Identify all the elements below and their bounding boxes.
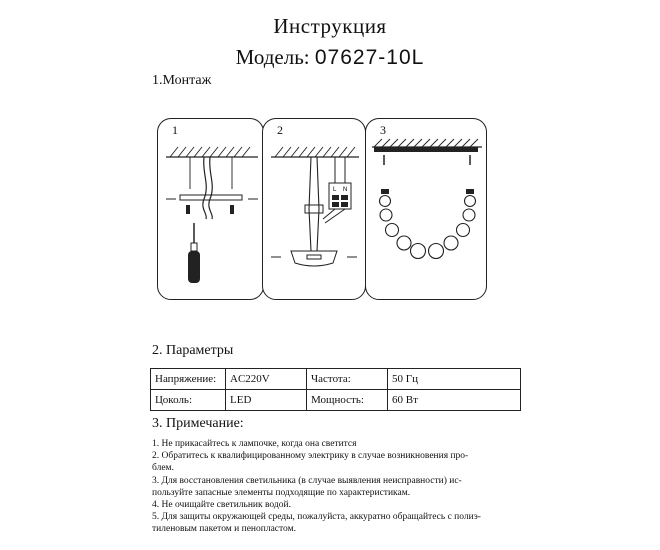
panel-step-3 [365, 118, 487, 300]
section-mount-heading: 1.Монтаж [152, 73, 212, 88]
wire-l-label: L [333, 187, 337, 193]
note-line: 5. Для защиты окружающей среды, пожалуйста, аккуратно обращайтесь с полиэ- [152, 512, 481, 523]
model-code: 07627-10L [314, 46, 425, 69]
param-value-frequency: 50 Гц [388, 369, 521, 390]
model-label: Модель: [235, 45, 310, 69]
wire-n-label: N [343, 187, 348, 193]
note-line: тиленовым пакетом и пенопластом. [152, 524, 296, 535]
section-notes-heading: 3. Примечание: [152, 416, 244, 431]
panel-1-number: 1 [172, 123, 178, 137]
param-value-base: LED [226, 390, 307, 411]
table-row [151, 369, 521, 390]
param-value-voltage: AC220V [226, 369, 307, 390]
note-line: 3. Для восстановления светильника (в случае выявления неисправности) ис- [152, 475, 462, 486]
note-line: 1. Не прикасайтесь к лампочке, когда она светится [152, 439, 357, 449]
model-line [0, 45, 660, 70]
params-table [150, 368, 521, 411]
param-label-base: Цоколь: [151, 390, 226, 411]
ceiling-mount-drawing [158, 119, 265, 301]
param-label-power: Мощность: [307, 390, 388, 411]
note-line: пользуйте запасные элементы подходящие по характеристикам. [152, 487, 411, 498]
panel-3-number: 3 [380, 123, 386, 137]
note-line: блем. [152, 463, 174, 474]
table-row [151, 390, 521, 411]
wiring-drawing [263, 119, 367, 301]
note-line: 4. Не очищайте светильник водой. [152, 500, 291, 511]
section-params-heading: 2. Параметры [152, 343, 234, 358]
note-line: 2. Обратитесь к квалифицированному электрику в случае возникновения про- [152, 451, 469, 462]
param-label-frequency: Частота: [307, 369, 388, 390]
panel-2-number: 2 [277, 123, 283, 137]
param-value-power: 60 Вт [388, 390, 521, 411]
notes-list [152, 438, 632, 536]
document-title: Инструкция [273, 14, 387, 38]
param-label-voltage: Напряжение: [151, 369, 226, 390]
assembled-lamp-drawing [366, 119, 488, 301]
panel-step-1 [157, 118, 264, 300]
panel-step-2 [262, 118, 366, 300]
